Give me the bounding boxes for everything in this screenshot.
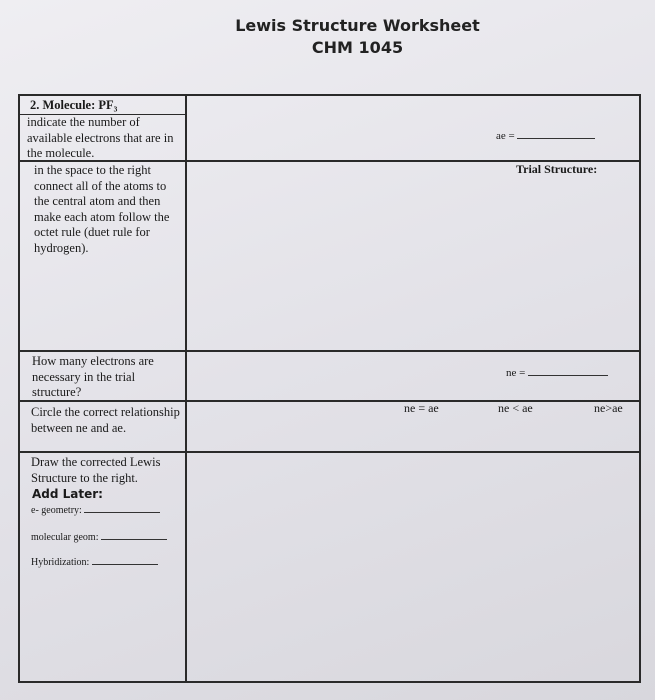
- available-electrons-instruction: indicate the number of available electrons that are in the molecule.: [27, 115, 174, 160]
- trial-structure-instruction: in the space to the right connect all of the atoms to the central atom and then make each atom follow the octet rule (duet rule for hydrogen).: [34, 163, 170, 255]
- relationship-instruction: Circle the correct relationship between ne and ae.: [31, 405, 180, 435]
- trial-structure-drawing-area[interactable]: [188, 180, 638, 348]
- trial-structure-label: Trial Structure:: [516, 162, 598, 176]
- ne-blank[interactable]: [528, 375, 608, 376]
- table-right-border: [639, 94, 641, 683]
- add-later-label: Add Later:: [32, 487, 103, 501]
- molecular-geometry-blank[interactable]: [101, 539, 167, 540]
- worksheet-title: Lewis Structure Worksheet: [235, 16, 480, 35]
- corrected-structure-instruction: Draw the corrected Lewis Structure to the right.: [31, 455, 161, 485]
- option-ne-less-ae[interactable]: ne < ae: [498, 401, 533, 415]
- option-ne-equals-ae[interactable]: ne = ae: [404, 401, 439, 415]
- ae-answer: [496, 130, 595, 142]
- option-ne-greater-ae[interactable]: ne>ae: [594, 401, 623, 415]
- table-bottom-border: [18, 681, 641, 683]
- ne-answer: [506, 367, 608, 379]
- row-divider-trial: [18, 350, 641, 352]
- molecular-geometry-field: [31, 532, 167, 543]
- e-geometry-field: [31, 505, 160, 516]
- hybridization-field: [31, 557, 158, 568]
- corrected-structure-drawing-area[interactable]: [188, 453, 638, 680]
- ne-label: ne =: [506, 367, 526, 379]
- molecule-label: 2. Molecule: PF₃: [30, 98, 118, 112]
- needed-electrons-question: How many electrons are necessary in the trial structure?: [32, 354, 154, 399]
- molecular-geometry-label: molecular geom:: [31, 532, 99, 543]
- ae-label: ae =: [496, 130, 515, 142]
- table-column-divider: [185, 94, 187, 683]
- course-code: CHM 1045: [311, 38, 404, 57]
- hybridization-label: Hybridization:: [31, 557, 90, 568]
- e-geometry-label: e- geometry:: [31, 505, 82, 516]
- table-left-border: [18, 94, 20, 683]
- e-geometry-blank[interactable]: [84, 512, 160, 513]
- hybridization-blank[interactable]: [92, 564, 158, 565]
- ae-blank[interactable]: [517, 138, 595, 139]
- table-top-border: [18, 94, 641, 96]
